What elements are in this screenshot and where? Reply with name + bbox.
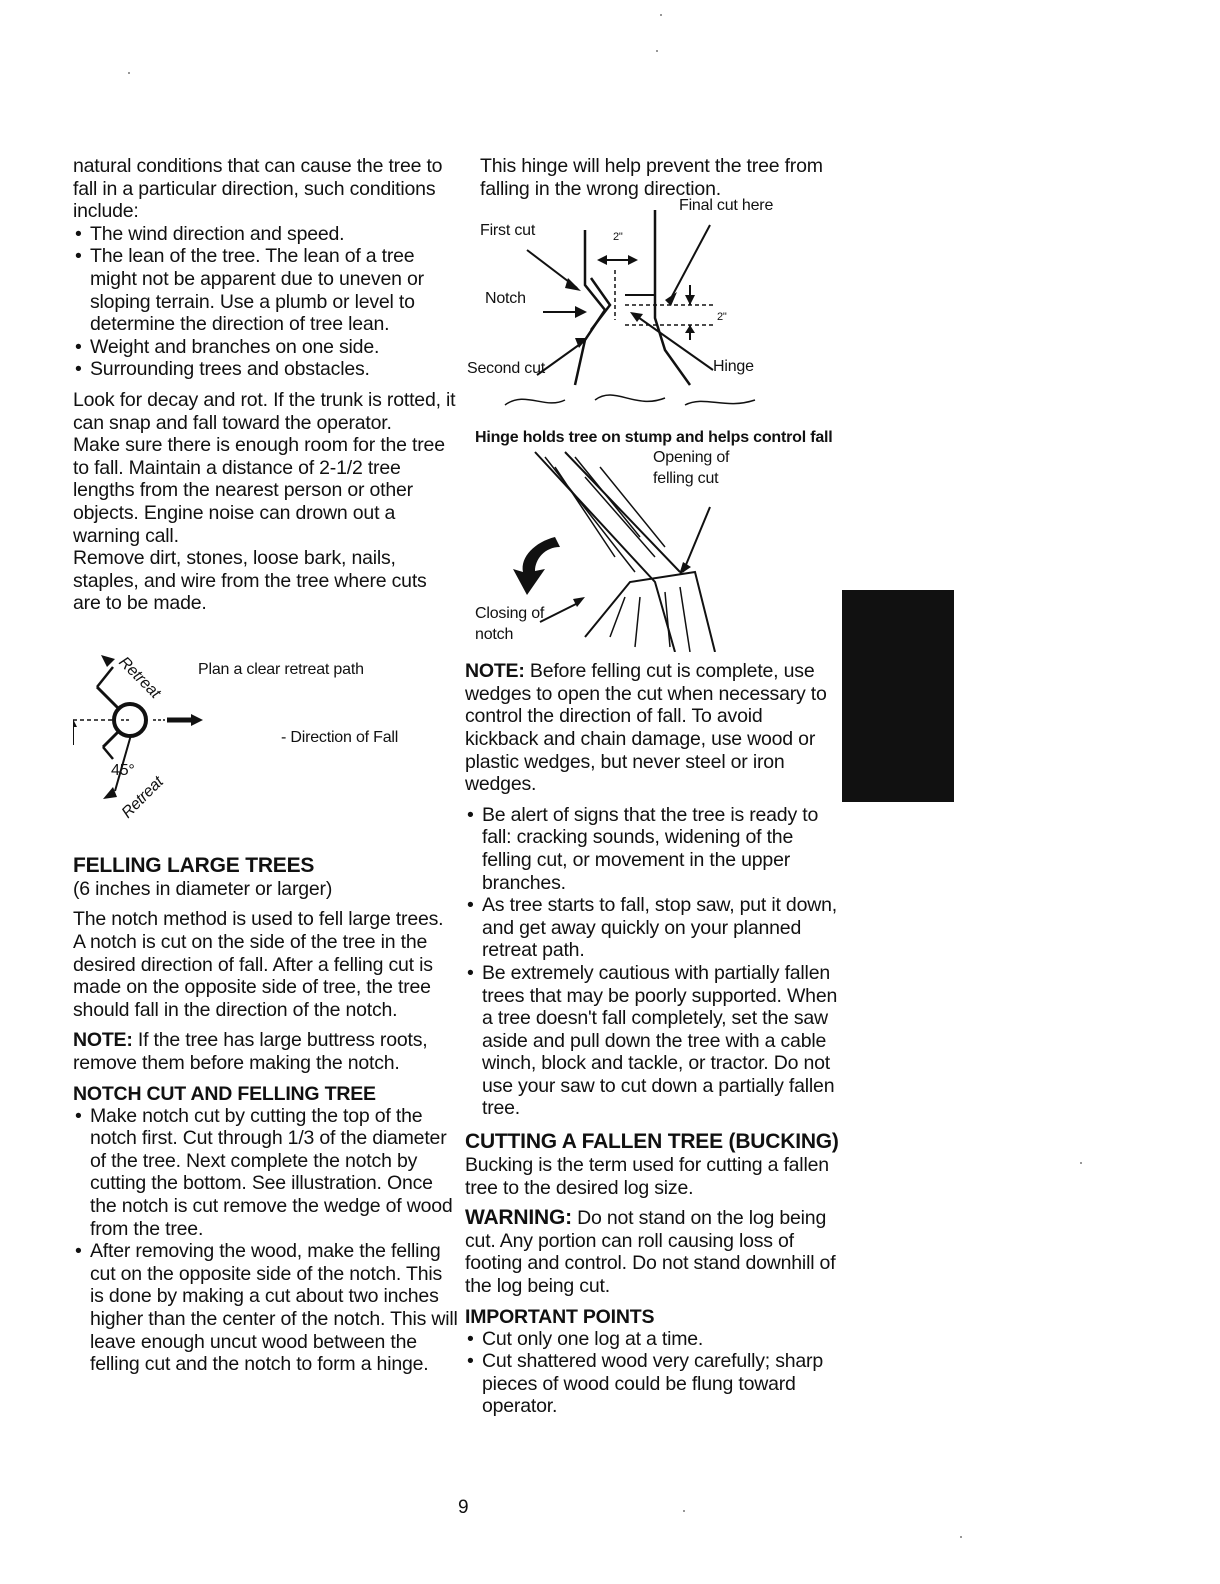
- scan-speck: [128, 72, 130, 74]
- decay-paragraph: Look for decay and rot. If the trunk is rotted, it can snap and fall toward the operator.: [73, 388, 456, 434]
- hinge-intro: This hinge will help prevent the tree from falling in the wrong direction.: [480, 155, 823, 200]
- felling-large-trees-title: FELLING LARGE TREES: [73, 853, 315, 877]
- scan-speck: [1080, 1162, 1082, 1164]
- hinge-label: Hinge: [713, 358, 754, 376]
- note-label: NOTE:: [73, 1029, 133, 1052]
- list-item: • After removing the wood, make the felling cut on the opposite side of the notch. This is done by making a cut about two inches higher than the center of the notch. This will leave enough uncut wood between the felling cut and the notch to form a hinge.: [73, 1240, 458, 1376]
- important-points-heading: IMPORTANT POINTS: [465, 1305, 655, 1328]
- felling-subtitle: (6 inches in diameter or larger): [73, 877, 333, 900]
- angle-label: 45°: [111, 761, 135, 779]
- wedges-note: [465, 660, 840, 796]
- scan-speck: [656, 50, 658, 52]
- list-item: • The lean of the tree. The lean of a tree might not be apparent due to uneven or sloping terrain. Use a plumb or level to determine the direction of tree lean.: [73, 245, 458, 335]
- conditions-intro: natural conditions that can cause the tree to fall in a particular direction, such conditions include:: [73, 155, 443, 223]
- plan-retreat-label: Plan a clear retreat path: [198, 660, 364, 678]
- note-label: NOTE:: [465, 660, 525, 683]
- opening-felling-cut-label: Opening of felling cut: [653, 449, 730, 488]
- list-item: • As tree starts to fall, stop saw, put it down, and get away quickly on your planned retreat path.: [465, 894, 840, 962]
- right-column: [465, 155, 840, 1418]
- list-item: • Be alert of signs that the tree is ready to fall: cracking sounds, widening of the felling cut, or movement in the upper branches.: [465, 804, 840, 894]
- warning-paragraph: [465, 1207, 840, 1297]
- alert-list: [465, 804, 840, 1120]
- final-cut-label: Final cut here: [679, 197, 774, 215]
- retreat-label-lower: Retreat: [118, 773, 167, 822]
- scan-speck: [960, 1536, 962, 1538]
- scan-speck: [660, 14, 662, 16]
- left-column: [73, 155, 458, 1376]
- scan-speck: [683, 1510, 685, 1512]
- notch-cut-diagram: [465, 197, 840, 410]
- remove-paragraph: Remove dirt, stones, loose bark, nails, staples, and wire from the tree where cuts are to be made.: [73, 547, 427, 615]
- two-inch-label-top: 2": [613, 231, 623, 244]
- bucking-paragraph: Bucking is the term used for cutting a fallen tree to the desired log size.: [465, 1154, 829, 1199]
- closing-notch-label: Closing of notch: [475, 605, 545, 644]
- notch-label: Notch: [485, 290, 526, 308]
- first-cut-label: First cut: [480, 222, 536, 240]
- bucking-title: CUTTING A FALLEN TREE (BUCKING): [465, 1130, 839, 1154]
- room-paragraph: Make sure there is enough room for the tree to fall. Maintain a distance of 2-1/2 tree lengths from the nearest person or other objects. Engine noise can drown out a warning call.: [73, 434, 445, 547]
- notch-steps-list: [73, 1105, 458, 1376]
- note-text: If the tree has large buttress roots, remove them before making the notch.: [73, 1029, 428, 1075]
- list-item: • Be extremely cautious with partially fallen trees that may be poorly supported. When a tree doesn't fall completely, set the saw aside and pull down the tree with a cable winch, block and tackle, or tractor. Do not use your saw to cut down a partially fallen tree.: [465, 962, 840, 1120]
- list-item: • Cut shattered wood very carefully; sharp pieces of wood could be flung toward operator.: [465, 1350, 840, 1418]
- section-tab-marker: [842, 590, 954, 802]
- important-points-list: [465, 1328, 840, 1418]
- retreat-path-diagram: [73, 629, 458, 844]
- warning-text: Do not stand on the log being cut. Any portion can roll causing loss of footing and control. Do not stand downhill of the log being cut.: [465, 1207, 836, 1298]
- falling-tree-diagram: [465, 447, 840, 652]
- page-number: 9: [458, 1497, 469, 1518]
- two-inch-label-side: 2": [717, 311, 727, 324]
- conditions-list: [73, 223, 458, 381]
- felling-paragraph: The notch method is used to fell large trees. A notch is cut on the side of the tree in the desired direction of fall. After a felling cut is made on the opposite side of tree, the tree should fall in the direction of the notch.: [73, 908, 444, 1021]
- notch-cut-heading: NOTCH CUT AND FELLING TREE: [73, 1082, 376, 1105]
- list-item: • Surrounding trees and obstacles.: [73, 358, 458, 381]
- note-text: Before felling cut is complete, use wedges to open the cut when necessary to control the direction of fall. To avoid kickback and chain damage, use wood or plastic wedges, but never steel or iron wedges.: [465, 660, 827, 796]
- list-item: • Weight and branches on one side.: [73, 336, 458, 359]
- retreat-label-upper: Retreat: [115, 653, 164, 702]
- second-cut-label: Second cut: [467, 360, 546, 378]
- buttress-note: [73, 1029, 458, 1074]
- hinge-caption: Hinge holds tree on stump and helps control fall: [475, 429, 833, 447]
- list-item: • Make notch cut by cutting the top of the notch first. Cut through 1/3 of the diameter of the tree. Next complete the notch by cutting the bottom. See illustration. Once the notch is cut remove the wedge of wood from the tree.: [73, 1105, 458, 1241]
- list-item: • Cut only one log at a time.: [465, 1328, 840, 1351]
- warning-label: WARNING:: [465, 1206, 572, 1230]
- list-item: • The wind direction and speed.: [73, 223, 458, 246]
- direction-of-fall-label: - Direction of Fall: [281, 728, 399, 746]
